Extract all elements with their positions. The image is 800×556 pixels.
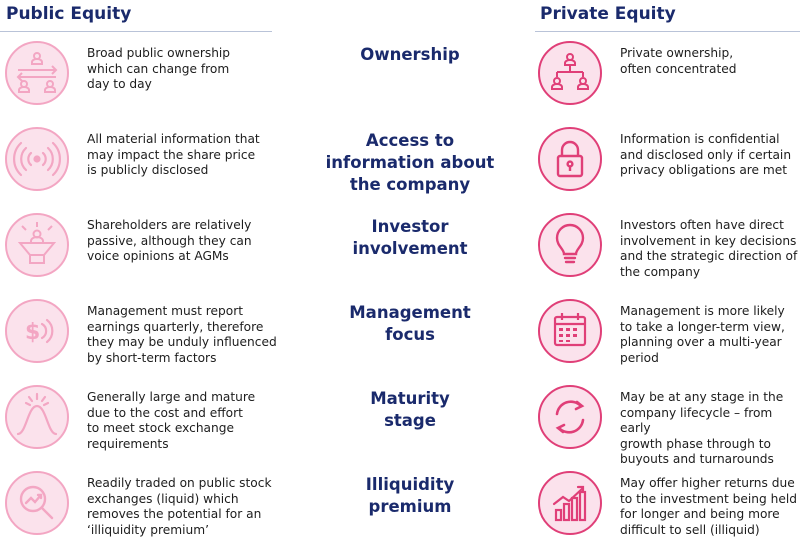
row-illiquidity-premium (0, 470, 800, 556)
public-illiquidity-text: Readily traded on public stock exchanges (liquid) which removes the potential for an ‘illiquidity premium’ (87, 476, 272, 537)
public-equity-heading: Public Equity (6, 4, 132, 24)
row-title-illiquidity-premium: Illiquidity premium (365, 475, 455, 516)
bell-curve-icon (4, 384, 70, 450)
people-exchange-icon (4, 40, 70, 106)
private-information-text: Information is confidential and disclosed only if certain privacy obligations are met (620, 132, 792, 177)
podium-speaker-icon (4, 212, 70, 278)
padlock-icon (537, 126, 603, 192)
cycle-arrows-icon (537, 384, 603, 450)
row-title-management-focus: Management focus (349, 303, 471, 344)
svg-text:$: $ (25, 320, 41, 345)
org-chart-icon (537, 40, 603, 106)
row-title-information-access: Access to information about the company (325, 131, 495, 194)
right-divider (535, 31, 800, 32)
left-divider (0, 31, 272, 32)
public-ownership-text: Broad public ownership which can change from day to day (87, 46, 231, 91)
broadcast-icon (4, 126, 70, 192)
bar-chart-growth-icon (537, 470, 603, 536)
public-management-text: Management must report earnings quarterly, therefore they may be unduly influenced by short-term factors (87, 304, 277, 365)
row-information-access (0, 126, 800, 212)
row-ownership (0, 40, 800, 126)
row-management-focus (0, 298, 800, 384)
lightbulb-icon (537, 212, 603, 278)
magnifier-chart-icon (4, 470, 70, 536)
private-maturity-text: May be at any stage in the company lifecycle – from early growth phase through to buyouts and turnarounds (620, 390, 784, 466)
public-involvement-text: Shareholders are relatively passive, although they can voice opinions at AGMs (87, 218, 252, 263)
private-management-text: Management is more likely to take a longer-term view, planning over a multi-year period (620, 304, 785, 365)
private-illiquidity-text: May offer higher returns due to the investment being held for longer and being more difficult to sell (illiquid) (620, 476, 797, 537)
public-information-text: All material information that may impact the share price is publicly disclosed (87, 132, 260, 177)
public-maturity-text: Generally large and mature due to the cost and effort to meet stock exchange requirements (87, 390, 256, 451)
row-title-maturity-stage: Maturity stage (370, 389, 450, 430)
row-investor-involvement (0, 212, 800, 298)
row-maturity-stage (0, 384, 800, 470)
private-ownership-text: Private ownership, often concentrated (620, 46, 737, 76)
private-equity-heading: Private Equity (540, 4, 676, 24)
row-title-ownership: Ownership (360, 45, 460, 64)
private-involvement-text: Investors often have direct involvement in key decisions and the strategic direction of the company (620, 218, 798, 279)
calendar-icon (537, 298, 603, 364)
dollar-signal-icon (4, 298, 70, 364)
row-title-investor-involvement: Investor involvement (352, 217, 468, 258)
